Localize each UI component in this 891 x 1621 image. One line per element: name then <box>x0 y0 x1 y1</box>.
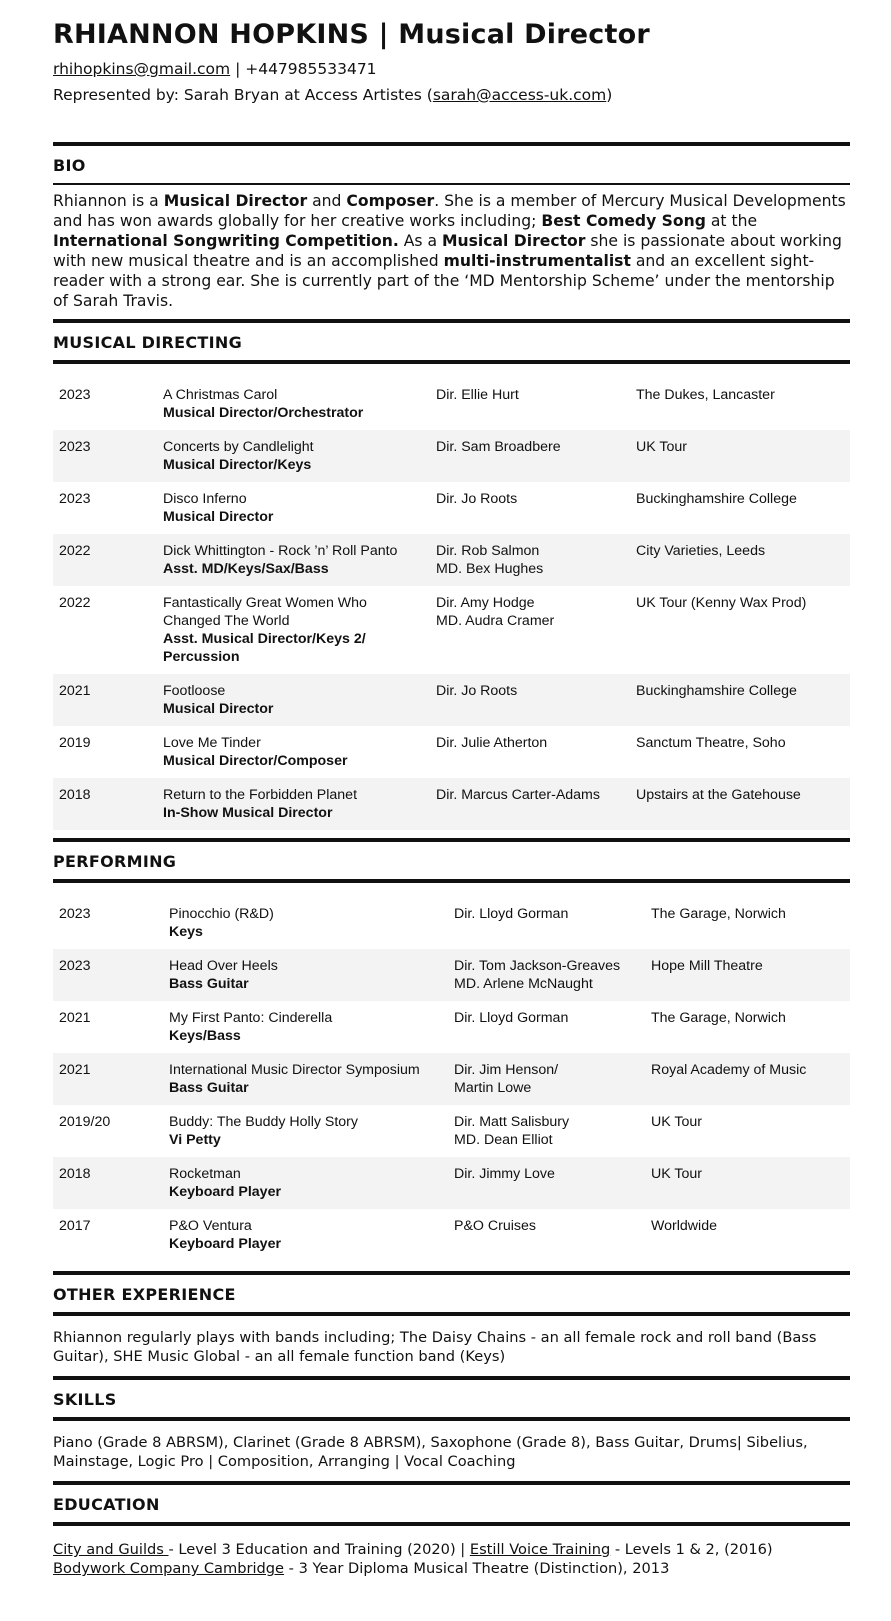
credit-role: Bass Guitar <box>169 1080 249 1096</box>
credit-year: 2019/20 <box>59 1114 111 1130</box>
credit-show: P&O Ventura <box>169 1218 252 1234</box>
credit-director-line: Dir. Jim Henson/ <box>454 1062 559 1078</box>
credit-director-line: Dir. Lloyd Gorman <box>454 906 569 922</box>
credit-show: Love Me Tinder <box>163 735 261 751</box>
credit-role: Musical Director/Orchestrator <box>163 405 364 421</box>
table-row <box>53 726 850 778</box>
education-item: - Levels 1 & 2, (2016) <box>610 1541 773 1558</box>
credit-year: 2023 <box>53 430 157 482</box>
credit-show: A Christmas Carol <box>163 387 278 403</box>
bio-text: Rhiannon is a <box>53 192 164 210</box>
credit-director <box>448 1105 645 1157</box>
credit-year: 2022 <box>59 595 91 611</box>
credit-production <box>157 378 430 430</box>
credit-md-line: Martin Lowe <box>454 1080 532 1096</box>
credit-year: 2023 <box>53 949 163 1001</box>
credit-production <box>157 778 430 830</box>
phone-number: +447985533471 <box>245 60 377 78</box>
table-row <box>53 482 850 534</box>
rep-suffix: ) <box>606 86 613 104</box>
credit-venue: Buckinghamshire College <box>636 491 797 507</box>
email-link[interactable]: rhihopkins@gmail.com <box>53 60 231 78</box>
credit-venue: UK Tour (Kenny Wax Prod) <box>636 595 807 611</box>
credit-show: Return to the Forbidden Planet <box>163 787 358 803</box>
credit-role: In-Show Musical Director <box>163 805 333 821</box>
section-title-performing: PERFORMING <box>53 852 177 871</box>
bio-bold: Composer <box>346 192 435 210</box>
bio-text: . She is a member of Mercury Musical Developments and has won awards globally for her creative works including; <box>53 192 846 230</box>
credit-director-line: P&O Cruises <box>454 1218 536 1234</box>
credit-venue: Hope Mill Theatre <box>645 949 850 1001</box>
table-row <box>53 1105 850 1157</box>
credit-director <box>430 778 630 830</box>
credit-role: Vi Petty <box>169 1132 221 1148</box>
education-link-estill[interactable]: Estill Voice Training <box>469 1541 611 1558</box>
bio-text: and <box>307 192 347 210</box>
bio-bold: International Songwriting Competition. <box>53 232 399 250</box>
table-row <box>53 674 850 726</box>
table-row <box>53 586 850 674</box>
education-item: - Level 3 Education and Training (2020) | <box>168 1541 470 1558</box>
section-title-education: EDUCATION <box>53 1495 160 1514</box>
credit-director <box>430 674 630 726</box>
credit-year: 2023 <box>59 906 91 922</box>
credit-venue: City Varieties, Leeds <box>630 534 850 586</box>
credit-production <box>157 726 430 778</box>
credit-year: 2018 <box>53 1157 163 1209</box>
table-row <box>53 430 850 482</box>
credit-role: Musical Director/Composer <box>163 753 348 769</box>
credit-year: 2022 <box>53 534 157 586</box>
credit-year: 2018 <box>53 778 157 830</box>
credit-director <box>430 586 630 674</box>
credit-role: Musical Director <box>163 509 274 525</box>
credit-director-line: Dir. Jo Roots <box>436 683 518 699</box>
credit-show: International Music Director Symposium <box>169 1062 420 1078</box>
credit-director <box>430 482 630 534</box>
credit-show: Disco Inferno <box>163 491 247 507</box>
credit-production <box>163 897 448 949</box>
credit-show: Pinocchio (R&D) <box>169 906 274 922</box>
credit-venue: Buckinghamshire College <box>630 674 850 726</box>
credit-director <box>430 534 630 586</box>
credit-role: Keys/Bass <box>169 1028 241 1044</box>
credit-venue: The Dukes, Lancaster <box>636 387 775 403</box>
bio-text: she is passionate about working with new musical theatre and is an accomplished <box>53 232 842 270</box>
credit-venue: Sanctum Theatre, Soho <box>636 735 786 751</box>
credit-year: 2023 <box>59 387 91 403</box>
credit-director-line: Dir. Amy Hodge <box>436 595 535 611</box>
contact-separator: | <box>230 60 246 78</box>
table-row <box>53 1053 850 1105</box>
credit-role: Keyboard Player <box>169 1184 281 1200</box>
table-row <box>53 778 850 830</box>
performing-table <box>53 897 850 1261</box>
credit-director <box>448 1053 645 1105</box>
representation-line <box>53 82 850 108</box>
credit-md-line: MD. Bex Hughes <box>436 561 544 577</box>
credit-year: 2023 <box>59 491 91 507</box>
credit-year: 2021 <box>59 1010 91 1026</box>
bio-bold: Musical Director <box>163 192 308 210</box>
credit-director-line: Dir. Sam Broadbere <box>436 439 561 455</box>
credit-role: Asst. Musical Director/Keys 2/ Percussion <box>163 631 366 665</box>
credit-md-line: MD. Arlene McNaught <box>454 976 593 992</box>
credit-production <box>157 482 430 534</box>
credit-director-line: Dir. Jimmy Love <box>454 1166 555 1182</box>
credit-production <box>157 674 430 726</box>
bio-paragraph <box>53 185 850 319</box>
credit-director-line: Dir. Ellie Hurt <box>436 387 519 403</box>
contact-line <box>53 56 850 82</box>
bio-bold: multi-instrumentalist <box>443 252 631 270</box>
credit-year: 2019 <box>59 735 91 751</box>
credit-year: 2021 <box>53 674 157 726</box>
credit-show: Buddy: The Buddy Holly Story <box>169 1114 359 1130</box>
credit-director-line: Dir. Matt Salisbury <box>454 1114 570 1130</box>
credit-venue: UK Tour <box>651 1114 702 1130</box>
header <box>53 18 850 108</box>
credit-director <box>430 726 630 778</box>
credit-director-line: Dir. Rob Salmon <box>436 543 540 559</box>
table-row <box>53 1157 850 1209</box>
credit-production <box>157 586 430 674</box>
credit-venue: The Garage, Norwich <box>651 1010 786 1026</box>
credit-director <box>430 430 630 482</box>
credit-show: My First Panto: Cinderella <box>169 1010 333 1026</box>
credit-venue: Upstairs at the Gatehouse <box>630 778 850 830</box>
bio-text: at the <box>705 212 758 230</box>
credit-production <box>163 949 448 1001</box>
credit-role: Keyboard Player <box>169 1236 281 1252</box>
musical-directing-table <box>53 378 850 830</box>
bio-bold: Musical Director <box>442 232 586 250</box>
page-title: RHIANNON HOPKINS | Musical Director <box>53 19 650 50</box>
credit-venue: UK Tour <box>645 1157 850 1209</box>
credit-show: Fantastically Great Women Who Changed The World <box>163 595 367 629</box>
credit-production <box>163 1105 448 1157</box>
table-row <box>53 1209 850 1261</box>
skills-text: Piano (Grade 8 ABRSM), Clarinet (Grade 8 ABRSM), Saxophone (Grade 8), Bass Guitar, Drums| Sibelius, Mainstage, Logic Pro | Composition, Arranging | Vocal Coaching <box>53 1434 808 1470</box>
table-row <box>53 378 850 430</box>
bio-bold: Best Comedy Song <box>541 212 706 230</box>
rep-prefix: Represented by: Sarah Bryan at Access Artistes ( <box>53 86 433 104</box>
credit-production <box>163 1157 448 1209</box>
credit-production <box>163 1209 448 1261</box>
credit-director-line: Dir. Marcus Carter-Adams <box>436 787 600 803</box>
credit-venue: The Garage, Norwich <box>651 906 786 922</box>
credit-production <box>163 1001 448 1053</box>
section-title-bio: BIO <box>53 156 86 175</box>
credit-venue: Worldwide <box>651 1218 717 1234</box>
credit-show: Footloose <box>163 683 226 699</box>
credit-show: Dick Whittington - Rock ’n’ Roll Panto <box>163 543 398 559</box>
credit-venue: Royal Academy of Music <box>645 1053 850 1105</box>
section-title-other-experience: OTHER EXPERIENCE <box>53 1285 236 1304</box>
credit-director <box>448 1001 645 1053</box>
credit-role: Musical Director <box>163 701 274 717</box>
credit-director-line: Dir. Julie Atherton <box>436 735 548 751</box>
credit-director <box>448 949 645 1001</box>
credit-director-line: Dir. Tom Jackson-Greaves <box>454 958 621 974</box>
section-title-skills: SKILLS <box>53 1390 117 1409</box>
credit-year: 2021 <box>53 1053 163 1105</box>
credit-role: Keys <box>169 924 203 940</box>
credit-show: Concerts by Candlelight <box>163 439 314 455</box>
table-row <box>53 897 850 949</box>
credit-director <box>448 1157 645 1209</box>
credit-production <box>157 430 430 482</box>
credit-role: Musical Director/Keys <box>163 457 312 473</box>
cv-page <box>53 18 850 1578</box>
table-row <box>53 949 850 1001</box>
credit-md-line: MD. Audra Cramer <box>436 613 555 629</box>
credit-role: Asst. MD/Keys/Sax/Bass <box>163 561 329 577</box>
credit-director-line: Dir. Jo Roots <box>436 491 518 507</box>
table-row <box>53 1001 850 1053</box>
table-row <box>53 534 850 586</box>
bio-text: As a <box>398 232 442 250</box>
education-link-bodywork[interactable]: Bodywork Company Cambridge <box>53 1560 285 1577</box>
credit-show: Rocketman <box>169 1166 241 1182</box>
section-title-musical-directing: MUSICAL DIRECTING <box>53 333 242 352</box>
credit-venue: UK Tour <box>630 430 850 482</box>
credit-role: Bass Guitar <box>169 976 249 992</box>
credit-director-line: Dir. Lloyd Gorman <box>454 1010 569 1026</box>
rep-email-link[interactable]: sarah@access-uk.com <box>432 86 607 104</box>
credit-show: Head Over Heels <box>169 958 278 974</box>
education-text <box>53 1526 850 1578</box>
credit-director <box>430 378 630 430</box>
education-link-city-and-guilds[interactable]: City and Guilds <box>53 1541 169 1558</box>
credit-md-line: MD. Dean Elliot <box>454 1132 553 1148</box>
credit-director <box>448 1209 645 1261</box>
other-experience-text: Rhiannon regularly plays with bands including; The Daisy Chains - an all female rock and roll band (Bass Guitar), SHE Music Global - an all female function band (Keys) <box>53 1329 817 1365</box>
bio-text: and an excellent sight-reader with a strong ear. She is currently part of the ‘MD Mentorship Scheme’ under the mentorship of Sarah Travis. <box>53 252 835 310</box>
credit-year: 2017 <box>59 1218 91 1234</box>
education-item: - 3 Year Diploma Musical Theatre (Distinction), 2013 <box>284 1560 670 1577</box>
credit-production <box>163 1053 448 1105</box>
credit-production <box>157 534 430 586</box>
credit-director <box>448 897 645 949</box>
